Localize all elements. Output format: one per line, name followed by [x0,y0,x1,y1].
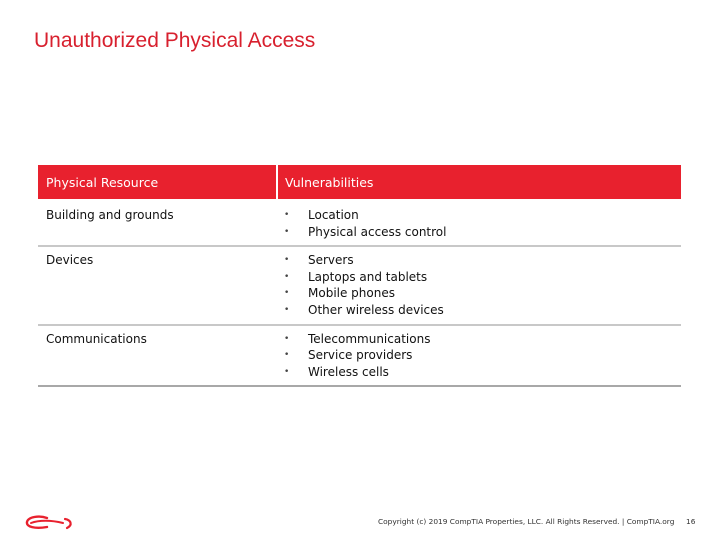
vulnerabilities-cell [277,325,681,387]
list-item [284,331,681,348]
list-item [284,252,681,269]
resource-cell: Building and grounds [38,201,277,247]
resource-cell: Devices [38,246,277,324]
list-item [284,224,681,241]
bullet-icon: • [284,210,290,220]
comptia-logo-icon [25,515,75,531]
table-header-row [38,165,681,201]
bullet-icon: • [284,366,290,377]
footer-copyright: Copyright (c) 2019 CompTIA Properties, LLC. All Rights Reserved. | CompTIA.org [378,517,675,526]
list-item [284,207,681,224]
bullet-icon: • [284,288,290,299]
vulnerability-text: Other wireless devices [308,302,444,317]
bullet-icon: • [284,255,290,266]
list-item [284,347,681,364]
header-physical-resource: Physical Resource [38,165,277,201]
vulnerability-text: Mobile phones [308,286,395,301]
list-item [284,269,681,286]
vulnerability-text: Wireless cells [308,364,389,379]
vulnerability-text: Service providers [308,348,413,363]
slide-title: Unauthorized Physical Access [34,29,316,52]
list-item [284,285,681,302]
vulnerability-text: Physical access control [308,224,447,239]
vulnerabilities-cell [277,246,681,324]
list-item [284,364,681,381]
bullet-icon: • [284,350,290,361]
vulnerability-text: Servers [308,253,354,268]
vulnerability-text: Laptops and tablets [308,269,428,284]
header-vulnerabilities: Vulnerabilities [277,165,681,201]
bullet-icon: • [284,271,290,282]
vulnerability-list [284,252,681,318]
vulnerability-text: Location [308,208,359,222]
table-row [38,201,681,247]
vulnerability-text: Telecommunications [308,331,431,346]
bullet-icon: • [284,304,290,315]
resource-cell: Communications [38,325,277,387]
vulnerability-list [284,207,681,240]
table-row [38,246,681,324]
bullet-icon: • [284,333,290,344]
bullet-icon: • [284,226,290,237]
table-row [38,325,681,387]
vulnerabilities-cell [277,201,681,247]
list-item [284,302,681,319]
vulnerability-list [284,331,681,381]
vulnerabilities-table [38,165,681,387]
page-number: 16 [686,517,696,526]
